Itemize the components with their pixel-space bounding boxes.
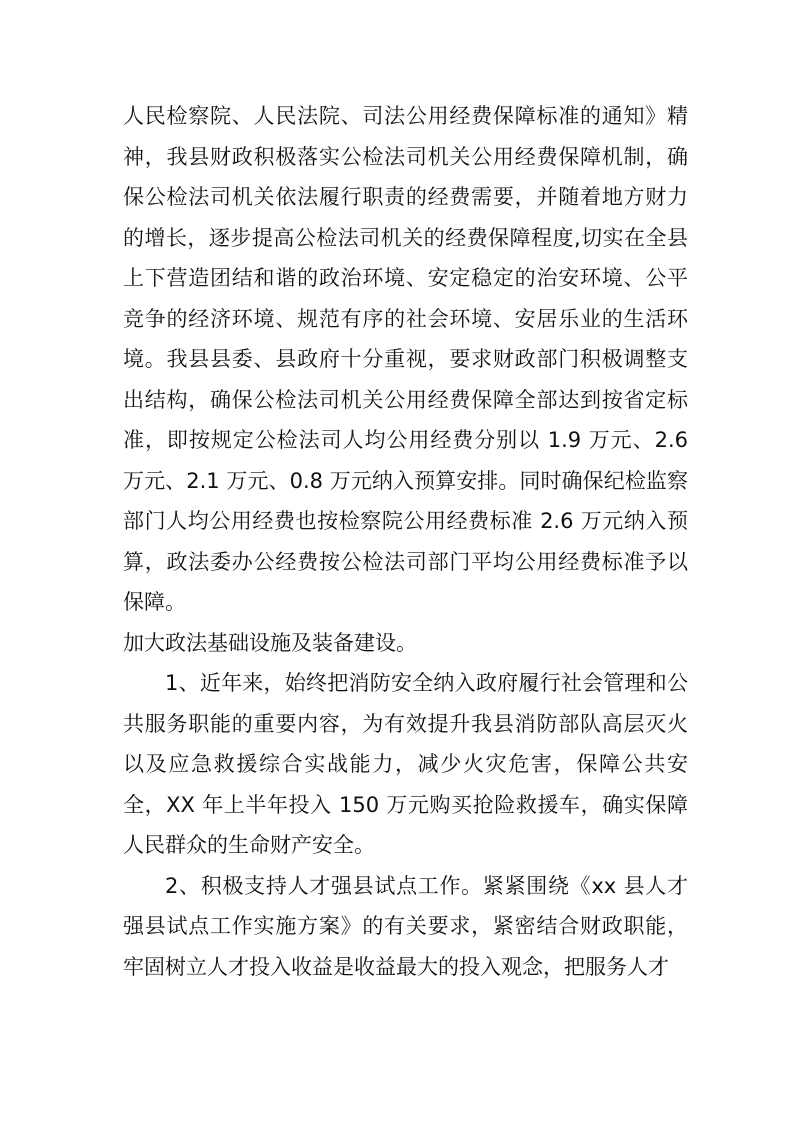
paragraph-talent-program: 2、积极支持人才强县试点工作。紧紧围绕《xx 县人才强县试点工作实施方案》的有关要求，紧密结合财政职能，牢固树立人才投入收益是收益最大的投入观念，把服务人才 — [123, 873, 688, 979]
paragraph-fire-safety: 1、近年来，始终把消防安全纳入政府履行社会管理和公共服务职能的重要内容，为有效提升我县消防部队高层灭火以及应急救援综合实战能力，减少火灾危害，保障公共安全，XX 年上半年投入 150 万元购买抢险救援车，确实保障人民群众的生命财产安全。 — [123, 671, 688, 857]
document-body — [123, 96, 688, 987]
paragraph-infrastructure-heading: 加大政法基础设施及装备建设。 — [123, 630, 417, 655]
paragraph-public-funding-standards: 人民检察院、人民法院、司法公用经费保障标准的通知》精神，我县财政积极落实公检法司机关公用经费保障机制，确保公检法司机关依法履行职责的经费需要，并随着地方财力的增长，逐步提高公检法司机关的经费保障程度,切实在全县上下营造团结和谐的政治环境、安定稳定的治安环境、公平竞争的经济环境、规范有序的社会环境、安居乐业的生活环境。我县县委、县政府十分重视，要求财政部门积极调整支出结构，确保公检法司机关公用经费保障全部达到按省定标准，即按规定公检法司人均公用经费分别以 1.9 万元、2.6 万元、2.1 万元、0.8 万元纳入预算安排。同时确保纪检监察部门人均公用经费也按检察院公用经费标准 2.6 万元纳入预算，政法委办公经费按公检法司部门平均公用经费标准予以保障。 — [123, 104, 688, 614]
